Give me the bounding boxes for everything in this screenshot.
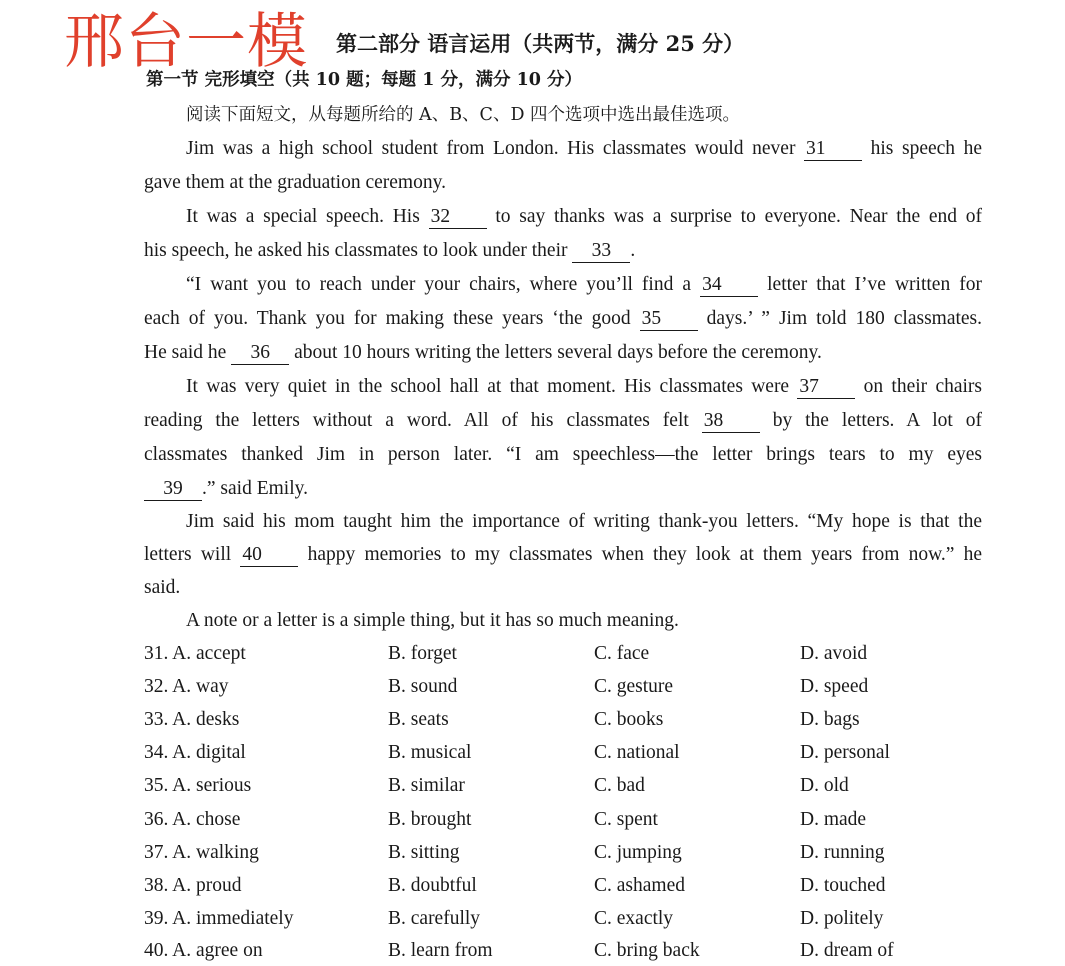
blank-35: 35 [640, 308, 698, 331]
option-d: D. dream of [800, 940, 894, 961]
option-c: C. bad [594, 775, 645, 796]
passage-text: . [630, 240, 636, 261]
option-a: 39. A. immediately [144, 908, 294, 929]
passage-text: his speech he [870, 138, 983, 159]
sub-section-title: 第一节 完形填空（共 10 题；每题 1 分，满分 10 分） [146, 70, 583, 90]
option-b: B. similar [388, 775, 465, 796]
option-b: B. brought [388, 809, 472, 830]
option-b: B. musical [388, 742, 472, 763]
option-a: 32. A. way [144, 676, 229, 697]
passage-text: by the letters. A lot of [772, 410, 983, 431]
passage-line: gave them at the graduation ceremony. [144, 172, 446, 193]
passage-line [144, 407, 982, 435]
blank-38: 38 [702, 410, 760, 433]
option-a: 38. A. proud [144, 875, 242, 896]
passage-line [144, 373, 982, 401]
passage-text: letter that I’ve written for [767, 274, 982, 295]
option-c: C. exactly [594, 908, 674, 929]
blank-39: 39 [144, 478, 202, 501]
option-d: D. bags [800, 709, 860, 730]
passage-line [144, 305, 982, 333]
option-d: D. made [800, 809, 867, 830]
option-d: D. speed [800, 676, 869, 697]
passage-text: reading the letters without a word. All of his classmates felt [144, 410, 689, 431]
passage-text: It was very quiet in the school hall at that moment. His classmates were [186, 376, 790, 397]
option-c: C. bring back [594, 940, 700, 961]
watermark-stamp: 邢台一模 [64, 7, 308, 77]
option-a: 35. A. serious [144, 775, 252, 796]
passage-line [144, 237, 635, 265]
option-b: B. learn from [388, 940, 493, 961]
passage-text: Jim said his mom taught him the importance of writing thank-you letters. “My hope is that the [186, 511, 982, 532]
option-b: B. doubtful [388, 875, 477, 896]
option-b: B. seats [388, 709, 449, 730]
blank-31: 31 [804, 138, 862, 161]
blank-40: 40 [240, 544, 298, 567]
option-d: D. touched [800, 875, 886, 896]
option-a: 36. A. chose [144, 809, 241, 830]
passage-text: letters will [144, 544, 232, 565]
option-a: 37. A. walking [144, 842, 259, 863]
passage-text: He said he [144, 342, 227, 363]
option-d: D. avoid [800, 643, 868, 664]
passage-text: about 10 hours writing the letters several days before the ceremony. [294, 342, 822, 363]
passage-text: on their chairs [863, 376, 983, 397]
passage-line: classmates thanked Jim in person later. “I am speechless—the letter brings tears to my eyes [144, 444, 982, 465]
option-d: D. old [800, 775, 849, 796]
option-d: D. politely [800, 908, 884, 929]
option-c: C. gesture [594, 676, 674, 697]
passage-line [144, 508, 982, 536]
option-b: B. sitting [388, 842, 460, 863]
passage-line [144, 541, 982, 569]
option-c: C. ashamed [594, 875, 685, 896]
passage-line: said. [144, 577, 181, 598]
option-c: C. spent [594, 809, 658, 830]
passage-text: to say thanks was a surprise to everyone. Near the end of [495, 206, 983, 227]
passage-text: happy memories to my classmates when they look at them years from now.” he [307, 544, 983, 565]
passage-text: days.’ ” Jim told 180 classmates. [706, 308, 983, 329]
blank-34: 34 [700, 274, 758, 297]
option-c: C. jumping [594, 842, 682, 863]
option-a: 34. A. digital [144, 742, 246, 763]
passage-line [144, 475, 308, 503]
option-b: B. forget [388, 643, 457, 664]
blank-36: 36 [231, 342, 289, 365]
option-a: 31. A. accept [144, 643, 246, 664]
passage-text: each of you. Thank you for making these years ‘the good [144, 308, 631, 329]
passage-line [144, 271, 982, 299]
passage-text: It was a special speech. His [186, 206, 420, 227]
option-a: 33. A. desks [144, 709, 240, 730]
passage-text: .” said Emily. [202, 478, 308, 499]
passage-text: “I want you to reach under your chairs, where you’ll find a [186, 274, 692, 295]
option-b: B. carefully [388, 908, 481, 929]
passage-line [144, 135, 982, 163]
passage-line [144, 203, 982, 231]
option-c: C. face [594, 643, 650, 664]
passage-line [144, 339, 822, 367]
option-b: B. sound [388, 676, 458, 697]
option-c: C. national [594, 742, 680, 763]
option-d: D. personal [800, 742, 890, 763]
option-d: D. running [800, 842, 885, 863]
passage-text: his speech, he asked his classmates to look under their [144, 240, 568, 261]
passage-line: A note or a letter is a simple thing, but it has so much meaning. [186, 610, 679, 631]
instruction-text: 阅读下面短文，从每题所给的 A、B、C、D 四个选项中选出最佳选项。 [186, 105, 741, 125]
blank-37: 37 [797, 376, 855, 399]
blank-33: 33 [572, 240, 630, 263]
option-c: C. books [594, 709, 664, 730]
section-title: 第二部分 语言运用（共两节，满分 25 分） [336, 31, 745, 56]
option-a: 40. A. agree on [144, 940, 263, 961]
passage-text: Jim was a high school student from London. His classmates would never [186, 138, 796, 159]
blank-32: 32 [429, 206, 487, 229]
